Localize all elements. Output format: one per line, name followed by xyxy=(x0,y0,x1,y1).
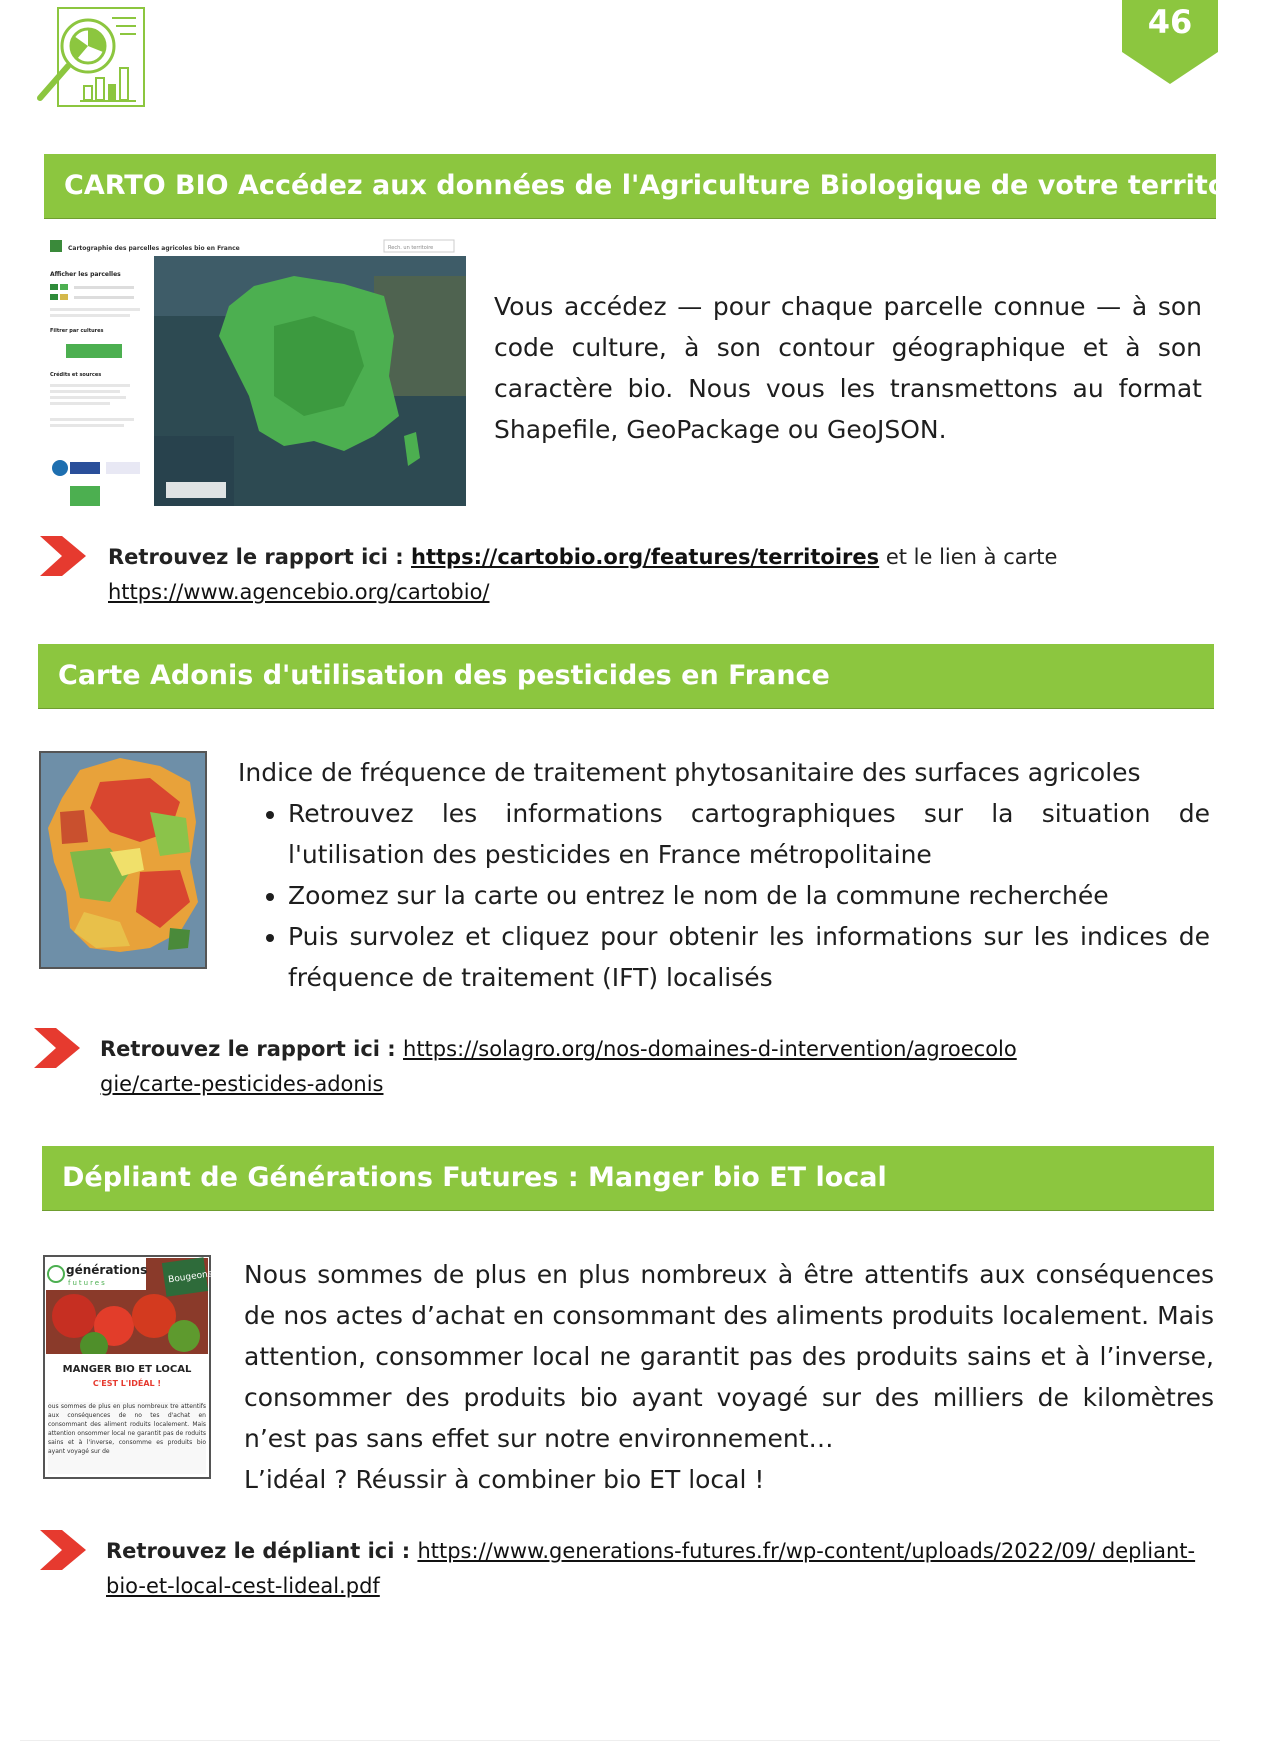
page-number: 46 xyxy=(1147,3,1193,41)
section-title-cartobio: CARTO BIO Accédez aux données de l'Agriculture Biologique de votre territoire xyxy=(44,154,1216,218)
leaflet-headline: MANGER BIO ET LOCAL xyxy=(62,1364,192,1375)
leaflet-excerpt: ous sommes de plus en plus nombreux tre attentifs aux conséquences de no tes d'achat en consommant des aliment roduits localement. Mais attention onsommer local ne garantit pas de roduits sains et à l'inverse, consomme es produits bio ayant voyagé sur de xyxy=(48,1403,206,1455)
section-title-adonis: Carte Adonis d'utilisation des pesticides en France xyxy=(38,644,1214,708)
chevron-right-icon xyxy=(34,1028,80,1068)
leaflet-thumbnail xyxy=(44,1256,229,1478)
adonis-description xyxy=(238,752,1210,998)
adonis-intro: Indice de fréquence de traitement phytosanitaire des surfaces agricoles xyxy=(238,758,1141,787)
list-item: • Puis survolez et cliquez pour obtenir les informations sur les indices de fréquence de traitement (IFT) localisés xyxy=(288,916,1210,998)
list-item: • Zoomez sur la carte ou entrez le nom de la commune recherchée xyxy=(288,875,1210,916)
screenshot-search: Rech. un territoire xyxy=(388,245,434,251)
leaflet-subhead: C'EST L'IDÉAL ! xyxy=(92,1379,162,1388)
screenshot-filter: Filtrer par cultures xyxy=(50,328,104,334)
agencebio-logo-icon xyxy=(50,240,62,252)
leaflet-brand: générations xyxy=(66,1263,148,1277)
leaflet-summary: Nous sommes de plus en plus nombreux à être attentifs aux conséquences de nos actes d’achat en consommant des aliments produits localement. Mais attention, consommer local ne garantit pas des produits sains et à l’inverse, consommer des produits bio ayant voyagé sur des milliers de kilomètres n’est pas sans effet sur notre environnement… xyxy=(244,1260,1214,1453)
section-title-generations-futures: Dépliant de Générations Futures : Manger bio ET local xyxy=(42,1146,1214,1210)
leaflet-conclusion: L’idéal ? Réussir à combiner bio ET local ! xyxy=(244,1465,765,1494)
leaflet-corner-tag: Bougeons KG xyxy=(167,1267,229,1286)
adonis-bullet-list xyxy=(238,793,1210,998)
agencebio-link[interactable]: https://www.agencebio.org/cartobio/ xyxy=(108,580,490,604)
page-footer-divider xyxy=(20,1740,1220,1741)
leaflet-brand-sub: futures xyxy=(68,1279,107,1287)
solagro-link[interactable]: https://solagro.org/nos-domaines-d-intervention/agroecolo gie/carte-pesticides-adonis xyxy=(100,1037,1017,1096)
chevron-right-icon xyxy=(40,1530,86,1570)
link-label: Retrouvez le dépliant ici xyxy=(106,1539,395,1563)
generations-futures-description xyxy=(244,1254,1214,1500)
cartobio-screenshot xyxy=(44,236,466,506)
cartobio-description: Vous accédez — pour chaque parcelle connue — à son code culture, à son contour géographique et à son caractère bio. Nous vous les transmettons au format Shapefile, GeoPackage ou GeoJSON. xyxy=(494,292,1202,444)
list-item: • Retrouvez les informations cartographiques sur la situation de l'utilisation des pesticides en France métropolitaine xyxy=(288,793,1210,875)
cartobio-link-block: Retrouvez le rapport ici : https://cartobio.org/features/territoires et le lien à carte https://www.agencebio.org/cartobio/ xyxy=(108,545,1058,604)
screenshot-panel-title: Afficher les parcelles xyxy=(50,271,121,278)
screenshot-header: Cartographie des parcelles agricoles bio en France xyxy=(68,245,240,252)
adonis-map-thumbnail xyxy=(40,752,206,968)
generations-futures-link-block: Retrouvez le dépliant ici : https://www.generations-futures.fr/wp-content/uploads/2022/09/ depliant-bio-et-local-cest-lideal.pdf xyxy=(106,1539,1196,1598)
link-label: Retrouvez le rapport ici xyxy=(108,545,388,569)
link-label: Retrouvez le rapport ici xyxy=(100,1037,380,1061)
magnifier-chart-icon xyxy=(32,6,148,112)
adonis-link-block: Retrouvez le rapport ici : https://solagro.org/nos-domaines-d-intervention/agroecolo gie/carte-pesticides-adonis xyxy=(100,1037,1017,1096)
cartobio-link[interactable]: https://cartobio.org/features/territoires xyxy=(411,545,880,569)
leaflet-link[interactable]: https://www.generations-futures.fr/wp-content/uploads/2022/09/ depliant-bio-et-local-cest-lideal.pdf xyxy=(106,1539,1196,1598)
chevron-right-icon xyxy=(40,536,86,576)
screenshot-credits: Crédits et sources xyxy=(50,372,102,378)
